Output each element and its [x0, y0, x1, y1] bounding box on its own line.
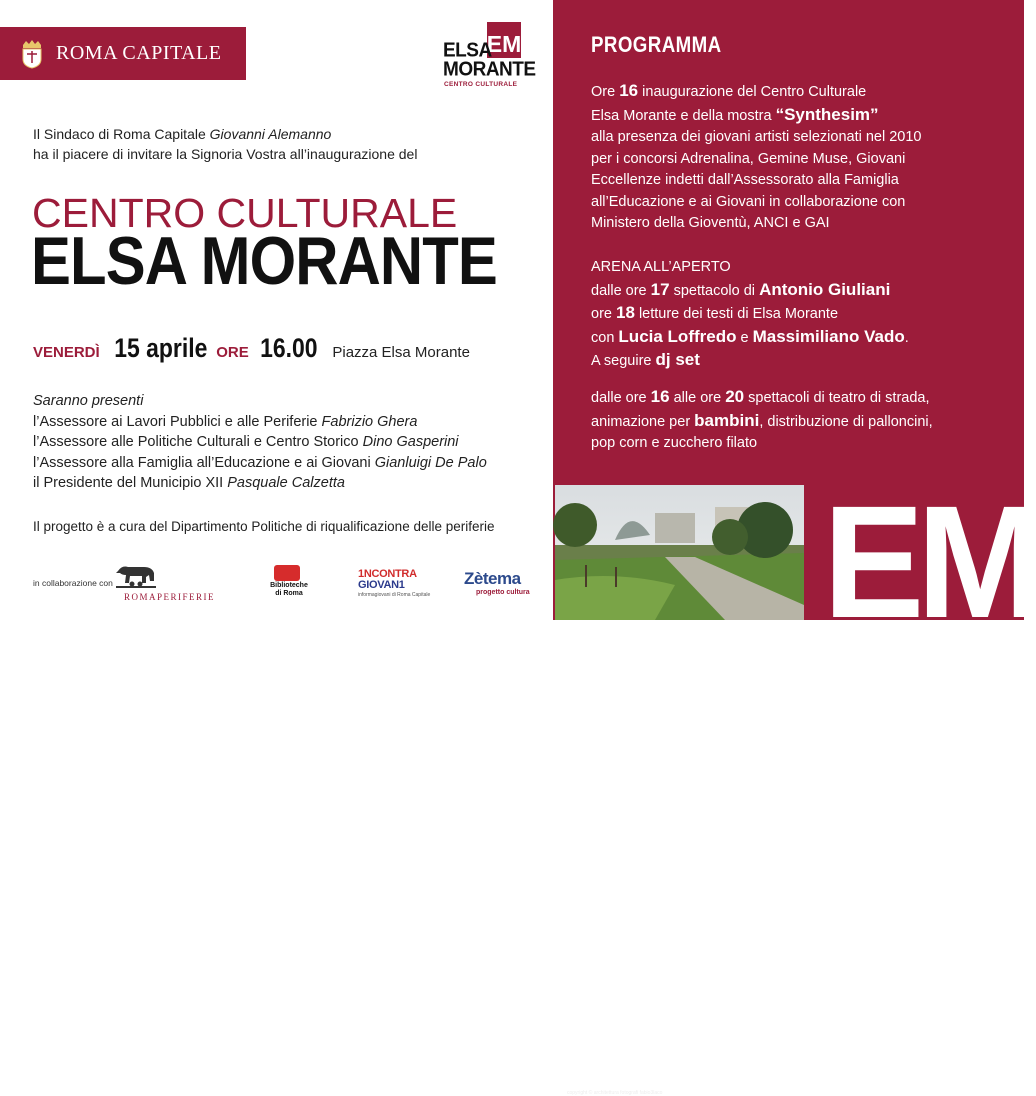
prog-text: Ministero della Gioventù, ANCI e GAI [591, 215, 830, 231]
intro-line2: ha il piacere di invitare la Signoria Vostra all’inaugurazione del [33, 146, 418, 162]
prog-text: alla presenza dei giovani artisti selezionati nel 2010 [591, 129, 922, 145]
prog-text: e [736, 329, 753, 346]
em-logo-box: EM [487, 22, 521, 58]
biblioteche-text: Biblioteche di Roma [270, 582, 308, 597]
prog-text: pop corn e zucchero filato [591, 435, 758, 451]
park-photo-image [555, 485, 804, 620]
mayor-name: Giovanni Alemanno [209, 126, 332, 142]
prog-highlight: Lucia Loffredo [618, 326, 737, 346]
romaperiferie-text: ROMAPERIFERIE [124, 592, 216, 602]
book-icon [274, 565, 300, 581]
presenti-row [33, 473, 487, 494]
roma-crest-icon [20, 39, 44, 69]
prog-highlight: 16 [650, 387, 670, 406]
intro-text [33, 124, 417, 164]
prog-highlight: Massimiliano Vado [752, 326, 905, 346]
prog-text: con [591, 329, 619, 346]
presenti-role: l’Assessore ai Lavori Pubblici e alle Periferie [33, 413, 322, 430]
prog-highlight: 18 [616, 303, 635, 322]
prog-text: ARENA ALL’APERTO [591, 259, 731, 275]
prog-highlight: 20 [725, 387, 745, 406]
prog-text: spettacolo di [669, 282, 760, 299]
prog-highlight: Antonio Giuliani [759, 279, 891, 299]
prog-text: A seguire [591, 353, 656, 369]
prog-highlight: bambini [694, 410, 760, 430]
zetema-logo [462, 569, 532, 603]
elsa-morante-logo [443, 22, 536, 92]
presenti-role: il Presidente del Municipio XII [33, 475, 228, 491]
progetto-note: Il progetto è a cura del Dipartimento Politiche di riqualificazione delle periferie [33, 519, 495, 534]
incontra-line3: informagiovani di Roma Capitale [358, 592, 431, 598]
prog-highlight: 16 [619, 81, 639, 100]
title-line1: CENTRO CULTURALE [32, 190, 458, 236]
zetema-line2: progetto cultura [476, 589, 530, 596]
incontra-line2: GIOVAN1 [358, 579, 405, 591]
time-label: ORE [216, 344, 249, 361]
prog-text: Ore [591, 84, 620, 100]
roma-capitale-label: ROMA CAPITALE [56, 42, 222, 64]
presenti-row [33, 412, 487, 433]
day-label: VENERDÌ [33, 344, 100, 361]
romaperiferie-logo [114, 561, 224, 603]
she-wolf-icon [114, 561, 158, 589]
big-em-mark: EM [823, 472, 1036, 651]
programma-block-1 [591, 80, 921, 235]
intro-line1-pre: Il Sindaco di Roma Capitale [33, 126, 210, 142]
prog-text: letture dei testi di Elsa Morante [634, 306, 839, 322]
presenti-role: l’Assessore alla Famiglia all’Educazione e ai Giovani [33, 454, 375, 471]
prog-text: . [904, 329, 909, 346]
prog-text: spettacoli di teatro di strada, [744, 390, 930, 406]
presenti-name: Gianluigi De Palo [374, 454, 487, 471]
photo-copyright: copyright © architettura fotografi fabio3laco [567, 1090, 663, 1096]
prog-text: animazione per [591, 413, 695, 430]
date-line [33, 333, 470, 364]
collab-label: in collaborazione con [33, 578, 113, 588]
presenti-role: l’Assessore alle Politiche Culturali e Centro Storico [33, 434, 363, 450]
presenti-name: Dino Gasperini [362, 434, 459, 450]
logo-line1: ELSA [443, 39, 492, 62]
presenti-row [33, 432, 487, 453]
presenti-block [33, 391, 487, 494]
prog-text: dalle ore [591, 282, 651, 299]
prog-text: per i concorsi Adrenalina, Gemine Muse, Giovani [591, 150, 906, 167]
prog-text: all’Educazione e ai Giovani in collaborazione con [591, 193, 906, 210]
biblioteche-logo [270, 565, 308, 601]
prog-text: , distribuzione di palloncini, [759, 413, 933, 430]
prog-text: Eccellenze indetti dall’Assessorato alla Famiglia [591, 172, 899, 188]
presenti-heading: Saranno presenti [33, 393, 144, 409]
prog-text: inaugurazione del Centro Culturale [638, 84, 867, 100]
event-place: Piazza Elsa Morante [332, 344, 470, 361]
event-time: 16.00 [259, 333, 318, 363]
incontragiovani-logo [352, 566, 431, 600]
prog-highlight: 17 [650, 279, 670, 299]
programma-block-3 [591, 386, 933, 455]
title-line2: ELSA MORANTE [31, 223, 497, 299]
park-photo [555, 485, 804, 1096]
presenti-row [33, 453, 487, 474]
zetema-line1: Zètema [464, 569, 521, 588]
prog-text: alle ore [669, 390, 726, 406]
prog-text: dalle ore [591, 390, 651, 406]
event-date: 15 aprile [113, 333, 208, 363]
roma-capitale-banner [0, 27, 246, 80]
presenti-name: Pasquale Calzetta [227, 475, 345, 491]
left-panel [0, 0, 553, 620]
presenti-name: Fabrizio Ghera [321, 413, 418, 430]
prog-text: ore [591, 306, 616, 322]
prog-highlight: “Synthesim” [775, 104, 879, 124]
incontra-line1: 1NCONTRA [358, 568, 417, 580]
logo-sub: CENTRO CULTURALE [444, 81, 518, 88]
programma-block-2 [591, 257, 909, 373]
logo-line2: MORANTE [443, 58, 536, 81]
prog-highlight: dj set [655, 350, 700, 369]
programma-panel [553, 0, 1036, 1096]
programma-title: PROGRAMMA [591, 32, 722, 57]
prog-text: Elsa Morante e della mostra [591, 107, 776, 124]
